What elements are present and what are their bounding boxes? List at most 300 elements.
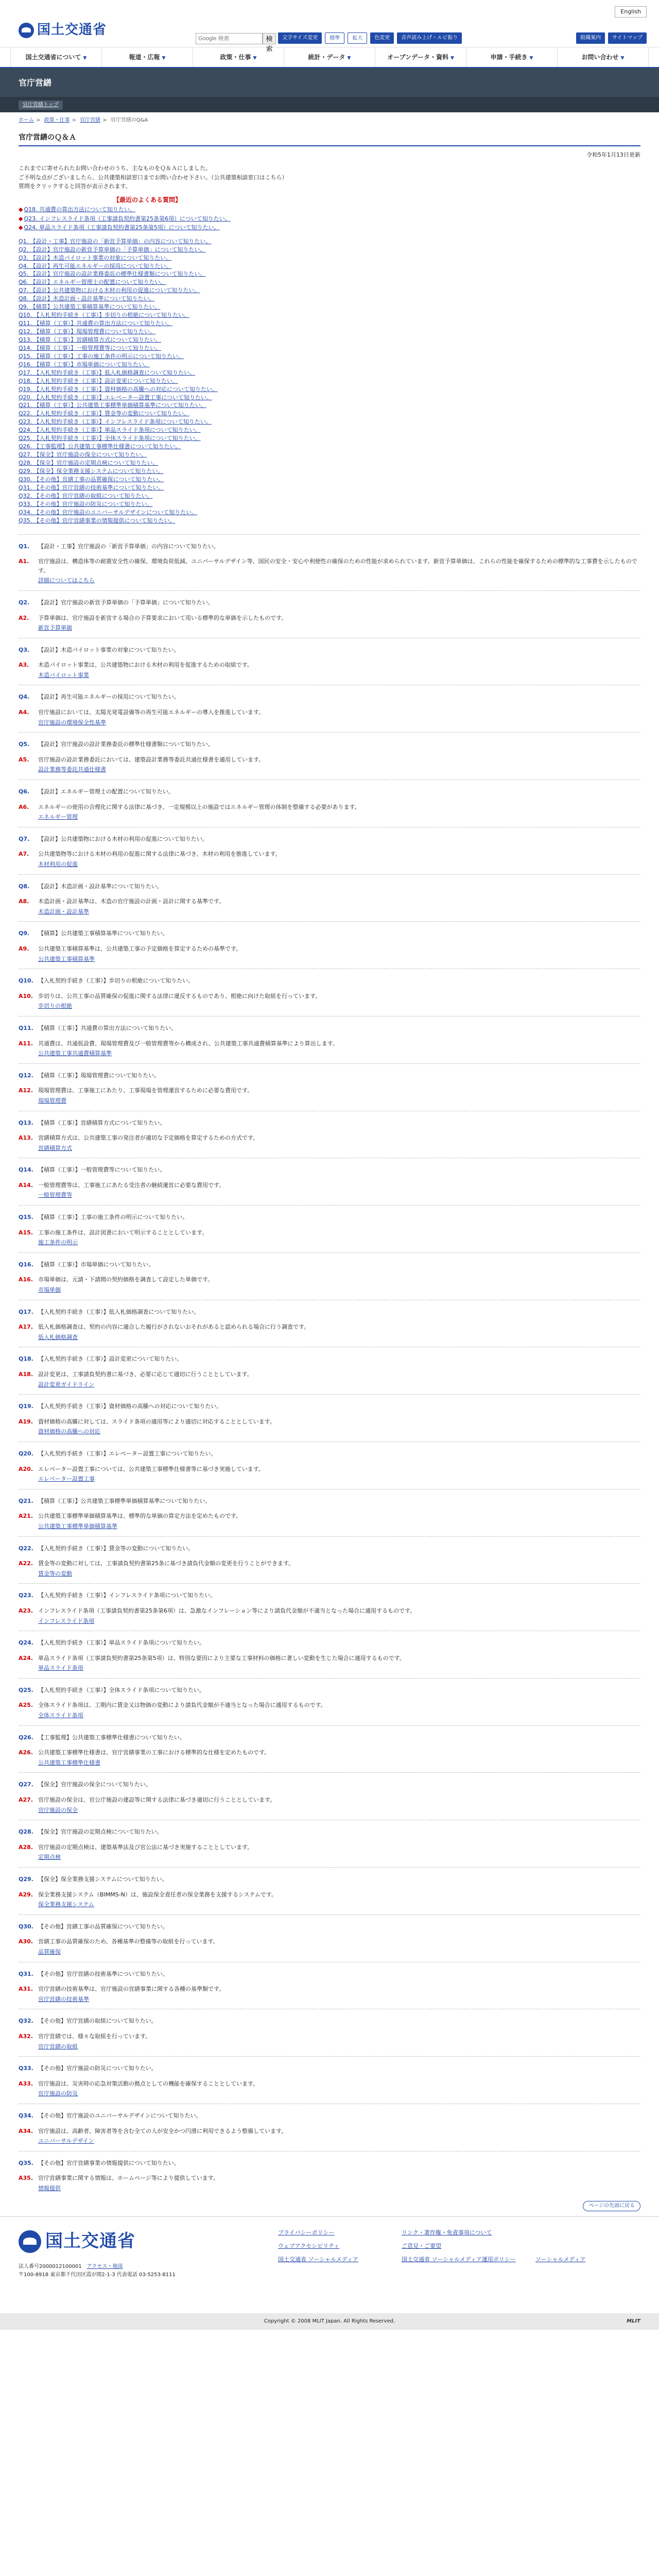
answer-text: 官庁施設の定期点検は、建築基準法及び官公法に基づき実施することとしています。: [38, 1843, 253, 1851]
index-question-link[interactable]: Q19. 【入札契約手続き（工事）】資材価格の高騰への対応について知りたい。: [19, 385, 218, 393]
question-number: Q6.: [19, 788, 30, 795]
question[interactable]: [19, 1638, 640, 1648]
question[interactable]: [19, 1165, 640, 1175]
highlight-link[interactable]: Q23. インフレスライド条項（工事請負契約書第25条第6項）について知りたい。: [24, 215, 231, 222]
index-question-link[interactable]: Q7. 【設計】公共建築物における木材の利用の促進について知りたい。: [19, 287, 200, 294]
answer: [19, 1228, 640, 1247]
highlight-item[interactable]: [19, 223, 640, 232]
answer: [19, 1275, 640, 1294]
question-number: Q5.: [19, 741, 30, 748]
answer-reference-link[interactable]: 市場単価: [38, 1286, 61, 1294]
index-question-link[interactable]: Q27. 【保全】官庁施設の保全について知りたい。: [19, 451, 147, 459]
qa-item: [19, 1300, 640, 1347]
answer: [19, 1370, 640, 1389]
answer: [19, 1654, 640, 1673]
index-question-link[interactable]: Q15. 【積算（工事）】工事の施工条件の明示について知りたい。: [19, 352, 184, 360]
question[interactable]: [19, 882, 640, 891]
nav-item[interactable]: [193, 47, 284, 67]
highlight-item[interactable]: [19, 205, 640, 214]
question-number: Q32.: [19, 2018, 33, 2025]
question[interactable]: [19, 1780, 640, 1789]
font-size-standard-button[interactable]: 標準: [325, 32, 344, 44]
answer-text: 官庁施設においては、太陽光発電設備等の再生可能エネルギーの導入を推進しています。: [38, 709, 265, 716]
question-number: Q34.: [19, 2112, 33, 2119]
index-question-link[interactable]: Q12. 【積算（工事）】現場管理費について知りたい。: [19, 328, 155, 335]
question[interactable]: [19, 2111, 640, 2121]
qa-item: [19, 2104, 640, 2151]
access-map-link[interactable]: アクセス・地図: [86, 2263, 123, 2269]
qa-item: [19, 1678, 640, 1725]
index-question-link[interactable]: Q30. 【その他】営繕工事の品質確保について知りたい。: [19, 476, 164, 483]
answer-reference-link[interactable]: 公共建築工事共通費積算基準: [38, 1050, 112, 1057]
qa-item: [19, 1867, 640, 1914]
question[interactable]: [19, 787, 640, 796]
index-question-link[interactable]: Q10. 【入札契約手続き（工事）】歩切りの根絶について知りたい。: [19, 312, 189, 319]
question[interactable]: [19, 1686, 640, 1695]
answer-number: A8.: [19, 898, 29, 905]
answer: [19, 1985, 640, 2004]
footer-link[interactable]: ウェブアクセシビリティ: [278, 2243, 340, 2250]
question[interactable]: [19, 1733, 640, 1742]
nav-item[interactable]: [557, 47, 649, 67]
question-number: Q26.: [19, 1734, 33, 1741]
question[interactable]: [19, 1213, 640, 1222]
organization-button[interactable]: 組織案内: [576, 32, 605, 44]
font-size-large-button[interactable]: 拡大: [348, 32, 367, 44]
question[interactable]: [19, 2016, 640, 2026]
nav-item[interactable]: [10, 47, 101, 67]
answer-body: [38, 2032, 640, 2051]
answer-reference-link[interactable]: 賃金等の変動: [38, 1570, 72, 1577]
answer-reference-link[interactable]: インフレスライド条項: [38, 1617, 94, 1624]
answer-text: エレベーター設置工事については、公共建築工事標準仕様書等に基づき実施しています。: [38, 1465, 264, 1472]
question-text: 【入札契約手続き（工事）】設計変更について知りたい。: [38, 1355, 183, 1363]
answer-number: A19.: [19, 1418, 33, 1425]
answer: [19, 1133, 640, 1153]
answer-reference-link[interactable]: エレベーター設置工事: [38, 1476, 95, 1483]
index-question-link[interactable]: Q3. 【設計】木造パイロット事業の対象について知りたい。: [19, 254, 172, 261]
question-number: Q13.: [19, 1119, 33, 1126]
question[interactable]: [19, 1497, 640, 1506]
question-text: 【工事監理】公共建築工事標準仕様書について知りたい。: [38, 1734, 185, 1741]
answer-reference-link[interactable]: 設計業務等委託共通仕様書: [38, 766, 106, 773]
index-question-link[interactable]: Q25. 【入札契約手続き（工事）】全体スライド条項について知りたい。: [19, 435, 201, 442]
answer: [19, 1086, 640, 1105]
search-button[interactable]: 検索: [263, 33, 276, 44]
question[interactable]: [19, 835, 640, 844]
answer-text: 一般管理費等は、工事施工にあたる受注者の継続運営に必要な費用です。: [38, 1181, 225, 1189]
answer-body: [38, 2174, 640, 2193]
highlight-link[interactable]: Q18. 共通費の算出方法について知りたい。: [24, 206, 135, 213]
sub-nav-item[interactable]: 官庁営繕トップ: [19, 100, 63, 110]
question[interactable]: [19, 1827, 640, 1837]
question[interactable]: [19, 1308, 640, 1317]
answer: [19, 992, 640, 1011]
qa-item: [19, 732, 640, 779]
answer-reference-link[interactable]: エネルギー管理: [38, 814, 78, 821]
chevron-down-icon: ▼: [83, 56, 87, 61]
question[interactable]: [19, 1449, 640, 1459]
answer-number: A12.: [19, 1087, 33, 1094]
search-form: [196, 33, 276, 53]
index-question-link[interactable]: Q4. 【設計】再生可能エネルギーの採用について知りたい。: [19, 262, 172, 269]
answer: [19, 1748, 640, 1767]
index-question-link[interactable]: Q33. 【その他】官庁施設の防災について知りたい。: [19, 500, 153, 507]
question-text: 【その他】官庁営繕の技術基準について知りたい。: [38, 1970, 168, 1977]
question[interactable]: [19, 929, 640, 938]
answer-reference-link[interactable]: 官庁施設の環境保全性基準: [38, 719, 106, 726]
answer-text: 予算単価は、官庁施設を新営する場合の予算要求において用いる標準的な単価を示したものです。: [38, 614, 287, 621]
question[interactable]: [19, 1118, 640, 1128]
nav-item[interactable]: [101, 47, 193, 67]
answer-reference-link[interactable]: 木造パイロット事業: [38, 671, 89, 679]
footer-link[interactable]: 国土交通省 ソーシャルメディア: [278, 2256, 358, 2263]
question-text: 【入札契約手続き（工事）】賃金等の変動について知りたい。: [38, 1545, 194, 1552]
answer-reference-link[interactable]: 公共建築工事標準仕様書: [38, 1759, 100, 1766]
answer: [19, 897, 640, 916]
question-number: Q15.: [19, 1214, 33, 1221]
answer-body: [38, 1181, 640, 1200]
qa-item: [19, 1111, 640, 1158]
question[interactable]: [19, 542, 640, 551]
qa-item: [19, 638, 640, 685]
question[interactable]: [19, 1402, 640, 1411]
nav-label: 政策・仕事: [220, 54, 251, 61]
intro: [19, 164, 640, 191]
corporate-number: 法人番号2000012100001: [19, 2263, 82, 2269]
qa-item: [19, 685, 640, 732]
question-number: Q30.: [19, 1923, 33, 1930]
answer-number: A7.: [19, 851, 29, 858]
question-number: Q25.: [19, 1686, 33, 1693]
question-number: Q18.: [19, 1355, 33, 1363]
qa-item: [19, 1962, 640, 2009]
answer-number: A9.: [19, 945, 29, 952]
qa-item: [19, 1252, 640, 1300]
question-number: Q7.: [19, 835, 30, 842]
question-number: Q12.: [19, 1072, 33, 1079]
answer: [19, 1795, 640, 1815]
index-question-link[interactable]: Q14. 【積算（工事）】一般管理費等について知りたい。: [19, 344, 161, 351]
answer-reference-link[interactable]: 新営予算単価: [38, 624, 72, 632]
answer-body: [38, 1701, 640, 1720]
answer-reference-link[interactable]: 保全業務支援システム: [38, 1901, 94, 1908]
read-aloud-button[interactable]: 音声読み上げ・ルビ振り: [397, 32, 462, 44]
qa-item: [19, 534, 640, 590]
intro-text: ご不明な点がございましたら、公共建築相談窓口までお問い合わせ下さい。（公共建築相談窓口はこちら）: [19, 174, 288, 181]
answer-text: 営繕積算方式は、公共建築工事の発注者が適切な予定価格を算定するための方式です。: [38, 1134, 259, 1142]
index-question-link[interactable]: Q6. 【設計】エネルギー管理士の配置について知りたい。: [19, 279, 166, 286]
index-question-link[interactable]: Q21. 【積算（工事）】公共建築工事標準単価積算基準について知りたい。: [19, 402, 206, 409]
answer-number: A23.: [19, 1607, 33, 1614]
site-header: [0, 4, 659, 53]
answer-text: 資材価格の高騰に対しては、スライド条項の適用等により適切に対応することとしています。: [38, 1418, 275, 1425]
qa-item: [19, 1394, 640, 1442]
highlight-link[interactable]: Q24. 単品スライド条項（工事請負契約書第25条第5項）について知りたい。: [24, 224, 220, 231]
index-question-link[interactable]: Q8. 【設計】木造計画・設計基準について知りたい。: [19, 295, 155, 302]
index-question-link[interactable]: Q18. 【入札契約手続き（工事）】設計変更について知りたい。: [19, 377, 178, 384]
font-size-label: 文字サイズ変更: [278, 32, 322, 44]
answer-reference-link[interactable]: 木造計画・設計基準: [38, 908, 89, 915]
answer-number: A11.: [19, 1040, 33, 1047]
answer: [19, 1606, 640, 1625]
answer-reference-link[interactable]: 情報提供: [38, 2184, 61, 2192]
question[interactable]: [19, 1354, 640, 1364]
answer-body: [38, 2127, 640, 2146]
answer-reference-link[interactable]: 官庁営繕の取組: [38, 2043, 78, 2050]
answer-number: A27.: [19, 1797, 33, 1804]
question[interactable]: [19, 692, 640, 702]
answer: [19, 1512, 640, 1531]
answer-body: [38, 1654, 640, 1673]
answer-text: 市場単価は、元請・下請間の契約価格を調査して設定した単価です。: [38, 1276, 214, 1283]
answer-number: A13.: [19, 1134, 33, 1142]
question[interactable]: [19, 1970, 640, 1979]
question[interactable]: [19, 1922, 640, 1931]
qa-item: [19, 1158, 640, 1205]
answer-reference-link[interactable]: 木材利用の促進: [38, 861, 78, 868]
footer-link[interactable]: プライバシーポリシー: [278, 2229, 335, 2236]
question[interactable]: [19, 976, 640, 986]
answer-text: 木造パイロット事業は、公共建築物における木材の利用を促進するための取組です。: [38, 662, 253, 669]
question-text: 【入札契約手続き（工事）】エレベーター設置工事について知りたい。: [38, 1450, 217, 1457]
qa-item: [19, 1442, 640, 1489]
language-select[interactable]: English: [615, 6, 647, 18]
mlit-logo-icon: [19, 23, 34, 38]
nav-item[interactable]: [466, 47, 557, 67]
diamond-icon: ◆: [19, 215, 23, 222]
question-text: 【その他】官庁営繕の取組について知りたい。: [38, 2018, 157, 2025]
answer: [19, 1465, 640, 1484]
answer-body: [38, 1795, 640, 1815]
answer-text: エネルギーの使用の合理化に関する法律に基づき、一定規模以上の施設ではエネルギー管理の体制を整備する必要があります。: [38, 803, 360, 810]
index-question-link[interactable]: Q34. 【その他】官庁施設のユニバーサルデザインについて知りたい。: [19, 509, 198, 516]
question[interactable]: [19, 1260, 640, 1269]
question-text: 【積算（工事）】公共建築工事標準単価積算基準について知りたい。: [38, 1497, 211, 1504]
answer-body: [38, 660, 640, 680]
answer-reference-link[interactable]: 定期点検: [38, 1854, 61, 1861]
nav-item[interactable]: [375, 47, 466, 67]
answer-reference-link[interactable]: 公共建築工事標準単価積算基準: [38, 1522, 117, 1530]
index-question-link[interactable]: Q26. 【工事監理】公共建築工事標準仕様書について知りたい。: [19, 443, 181, 450]
answer: [19, 755, 640, 774]
answer-number: A20.: [19, 1465, 33, 1472]
answer: [19, 2032, 640, 2051]
index-question-link[interactable]: Q16. 【積算（工事）】市場単価について知りたい。: [19, 361, 150, 368]
breadcrumb-item[interactable]: 官庁営繕: [80, 117, 101, 123]
answer-reference-link[interactable]: 詳細についてはこちら: [38, 577, 95, 584]
answer-number: A28.: [19, 1843, 33, 1851]
answer-reference-link[interactable]: 歩切りの根絶: [38, 1003, 72, 1010]
answer: [19, 2174, 640, 2193]
index-question-link[interactable]: Q17. 【入札契約手続き（工事）】低入札価格調査について知りたい。: [19, 369, 195, 376]
index-question-link[interactable]: Q23. 【入札契約手続き（工事）】インフレスライド条項について知りたい。: [19, 418, 212, 426]
question-text: 【設計】官庁施設の設計業務委託の標準仕様書類について知りたい。: [38, 741, 214, 748]
index-question-link[interactable]: Q9. 【積算】公共建築工事積算基準について知りたい。: [19, 303, 161, 311]
index-question-link[interactable]: Q20. 【入札契約手続き（工事）】エレベーター設置工事について知りたい。: [19, 394, 212, 401]
answer-text: 官庁施設は、構造体等の耐震安全性の確保、環境負荷低減、ユニバーサルデザイン等、国民の安全・安心や利便性の確保のための性能が求められています。新営予算単価は、これらの性能を確保するための標準的な工事費を示したものです。: [38, 558, 637, 574]
sitemap-button[interactable]: サイトマップ: [608, 32, 647, 44]
index-question-link[interactable]: Q2. 【設計】官庁施設の新営予算単価の「予算単価」について知りたい。: [19, 246, 206, 253]
qa-item: [19, 1347, 640, 1394]
answer-reference-link[interactable]: 官庁施設の防災: [38, 2090, 78, 2097]
breadcrumb-current: 官庁営繕のQ&A: [110, 117, 148, 123]
mlit-logo-icon: [19, 2230, 41, 2253]
question-number: Q27.: [19, 1781, 33, 1788]
answer-text: 木造計画・設計基準は、木造の官庁施設の計画・設計に関する基準です。: [38, 898, 225, 905]
question-number: Q31.: [19, 1970, 33, 1977]
updated-date: 令和5年1月13日更新: [586, 151, 640, 159]
index-question-link[interactable]: Q24. 【入札契約手続き（工事）】単品スライド条項について知りたい。: [19, 427, 201, 434]
highlights-title: 【最近のよくある質問】: [113, 196, 181, 204]
qa-item: [19, 1016, 640, 1063]
question-text: 【積算（工事）】市場単価について知りたい。: [38, 1261, 154, 1268]
index-question-link[interactable]: Q1. 【設計・工事】官庁施設の「新営予算単価」の内容について知りたい。: [19, 238, 212, 245]
breadcrumb-item[interactable]: ホーム: [19, 117, 34, 123]
qa-item: [19, 590, 640, 638]
question[interactable]: [19, 1024, 640, 1033]
answer-text: 現場管理費は、工事施工にあたり、工事現場を管理運営するために必要な費用です。: [38, 1087, 253, 1094]
nav-item[interactable]: [284, 47, 375, 67]
footer-link[interactable]: 国土交通省 ソーシャルメディア運用ポリシー: [402, 2256, 516, 2263]
question-number: Q24.: [19, 1639, 33, 1647]
answer-text: 単品スライド条項（工事請負契約書第25条第5項）は、特別な要因により主要な工事材料の価格に著しい変動を生じた場合に適用するものです。: [38, 1654, 405, 1662]
answer-number: A6.: [19, 803, 29, 810]
answer-reference-link[interactable]: 官庁営繕の技術基準: [38, 1995, 89, 2003]
question[interactable]: [19, 1591, 640, 1600]
answer-reference-link[interactable]: 単品スライド条項: [38, 1665, 83, 1672]
nav-label: 国土交通省について: [25, 54, 81, 61]
answer-reference-link[interactable]: 全体スライド条項: [38, 1712, 83, 1719]
answer-body: [38, 1417, 640, 1436]
answer-body: [38, 1133, 640, 1153]
answer-reference-link[interactable]: 施工条件の明示: [38, 1239, 78, 1246]
question-number: Q1.: [19, 543, 30, 550]
question[interactable]: [19, 1071, 640, 1080]
question[interactable]: [19, 1544, 640, 1553]
answer-body: [38, 1559, 640, 1578]
page-top-link[interactable]: ページの先頭に戻る: [583, 2201, 640, 2211]
index-question-link[interactable]: Q22. 【入札契約手続き（工事）】賃金等の変動について知りたい。: [19, 410, 189, 417]
chevron-down-icon: ▼: [620, 56, 625, 61]
answer: [19, 708, 640, 727]
question-text: 【その他】官庁施設のユニバーサルデザインについて知りたい。: [38, 2112, 202, 2119]
answer: [19, 944, 640, 963]
question-text: 【設計】エネルギー管理士の配置について知りたい。: [38, 788, 174, 795]
qa-item: [19, 1631, 640, 1678]
answer-body: [38, 897, 640, 916]
answer: [19, 614, 640, 633]
answer-text: 設計変更は、工事請負契約書に基づき、必要に応じて適切に行うこととしています。: [38, 1371, 253, 1378]
answer-number: A15.: [19, 1229, 33, 1236]
index-question-link[interactable]: Q35. 【その他】官庁営繕事業の情報提供について知りたい。: [19, 517, 176, 524]
answer-reference-link[interactable]: 営繕積算方式: [38, 1144, 72, 1151]
index-question-link[interactable]: Q28. 【保全】官庁施設の定期点検について知りたい。: [19, 460, 159, 467]
answer-reference-link[interactable]: 設計変更ガイドライン: [38, 1381, 95, 1388]
index-question-link[interactable]: Q13. 【積算（工事）】営繕積算方式について知りたい。: [19, 336, 161, 343]
question-text: 【入札契約手続き（工事）】歩切りの根絶について知りたい。: [38, 977, 194, 985]
answer-body: [38, 1985, 640, 2004]
answer: [19, 1701, 640, 1720]
qa-item: [19, 2056, 640, 2104]
question-text: 【その他】官庁営繕事業の情報提供について知りたい。: [38, 2159, 180, 2166]
question[interactable]: [19, 1875, 640, 1884]
question[interactable]: [19, 598, 640, 607]
answer-number: A1.: [19, 558, 29, 565]
answer-reference-link[interactable]: 現場管理費: [38, 1097, 66, 1104]
question-text: 【その他】官庁施設の防災について知りたい。: [38, 2065, 157, 2072]
footer-link[interactable]: リンク・著作権・免責事項について: [402, 2229, 492, 2236]
search-input[interactable]: [196, 33, 263, 44]
qa-item: [19, 1063, 640, 1111]
answer-number: A22.: [19, 1560, 33, 1567]
answer-body: [38, 2079, 640, 2098]
answer-reference-link[interactable]: 官庁施設の保全: [38, 1806, 78, 1814]
qa-item: [19, 1772, 640, 1820]
header-buttons: [278, 32, 462, 44]
index-question-link[interactable]: Q32. 【その他】官庁営繕の取組について知りたい。: [19, 492, 153, 499]
answer-number: A5.: [19, 756, 29, 763]
index-question-link[interactable]: Q29. 【保全】保全業務支援システムについて知りたい。: [19, 467, 164, 474]
answer-reference-link[interactable]: 公共建築工事積算基準: [38, 955, 95, 962]
footer-links: [278, 2228, 659, 2264]
answer-reference-link[interactable]: 一般管理費等: [38, 1192, 72, 1199]
question[interactable]: [19, 2159, 640, 2168]
answer-body: [38, 708, 640, 727]
qa-item: [19, 969, 640, 1016]
footer-link[interactable]: ご意見・ご要望: [402, 2243, 441, 2250]
question-text: 【設計】木造計画・設計基準について知りたい。: [38, 883, 163, 890]
footer-spacer: [535, 2228, 659, 2238]
answer-reference-link[interactable]: ユニバーサルデザイン: [38, 2138, 94, 2145]
answer-number: A29.: [19, 1891, 33, 1898]
question-text: 【保全】保全業務支援システムについて知りたい。: [38, 1876, 168, 1883]
question-number: Q17.: [19, 1308, 33, 1315]
question-number: Q20.: [19, 1450, 33, 1457]
answer-reference-link[interactable]: 資材価格の高騰への対応: [38, 1428, 100, 1435]
answer-number: A2.: [19, 614, 29, 621]
question-index: [19, 238, 640, 525]
color-change-button[interactable]: 色変更: [370, 32, 394, 44]
answer-text: 公共建築工事積算基準は、公共建築工事の予定価格を算定するための基準です。: [38, 945, 242, 952]
question-number: Q4.: [19, 693, 30, 701]
answer-reference-link[interactable]: 低入札価格調査: [38, 1333, 78, 1341]
answer: [19, 1181, 640, 1200]
answer-number: A16.: [19, 1276, 33, 1283]
intro-text: これまでに寄せられたお問い合わせのうち、主なものをＱ＆Ａにしました。: [19, 164, 211, 172]
question[interactable]: [19, 740, 640, 749]
chevron-down-icon: ▼: [253, 56, 257, 61]
highlight-item[interactable]: [19, 214, 640, 224]
answer-number: A14.: [19, 1181, 33, 1189]
answer-reference-link[interactable]: 品質確保: [38, 1948, 61, 1955]
footer-link[interactable]: ソーシャルメディア: [535, 2256, 586, 2263]
answer-body: [38, 1890, 640, 1909]
answer-text: 官庁施設の保全は、官公庁施設の建設等に関する法律に基づき適切に行うこととしています。: [38, 1797, 276, 1804]
answer-body: [38, 1370, 640, 1389]
index-question-link[interactable]: Q11. 【積算（工事）】共通費の算出方法について知りたい。: [19, 320, 172, 327]
answer-text: 全体スライド条項は、工期内に賃金又は物価の変動により請負代金額が不適当となった場合に適用するものです。: [38, 1702, 326, 1709]
diamond-icon: ◆: [19, 224, 23, 231]
index-question-link[interactable]: Q5. 【設計】官庁施設の設計業務委託の標準仕様書類について知りたい。: [19, 270, 206, 278]
site-logo[interactable]: [19, 20, 107, 41]
page-title: 官庁営繕のＱ＆Ａ: [19, 129, 640, 146]
copyright-text: Copyright © 2008 MLIT Japan. All Rights Reserved.: [264, 2318, 395, 2325]
index-question-link[interactable]: Q31. 【その他】官庁営繕の技術基準について知りたい。: [19, 484, 164, 491]
breadcrumb-item[interactable]: 政策・仕事: [44, 117, 70, 123]
question[interactable]: [19, 2064, 640, 2073]
question[interactable]: [19, 646, 640, 655]
